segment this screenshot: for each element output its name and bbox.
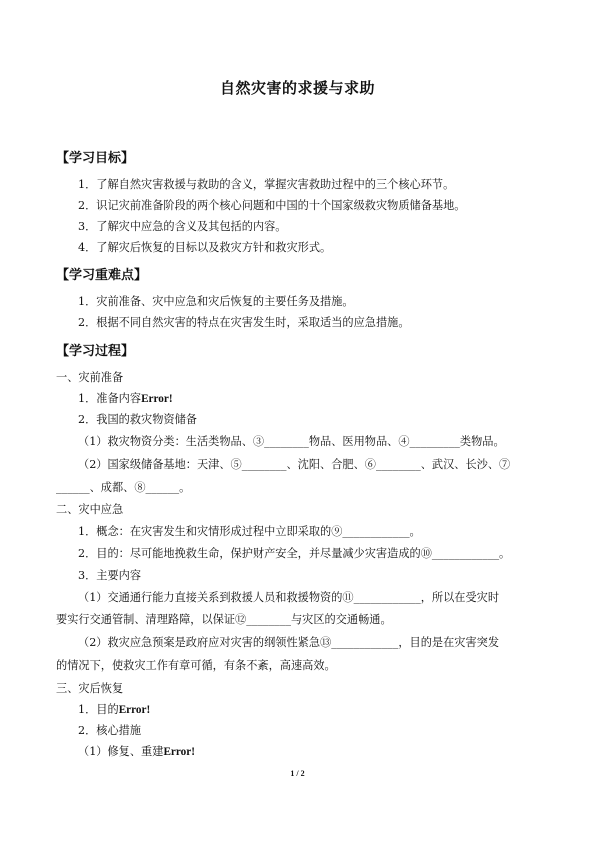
item-text: 1．准备内容 bbox=[78, 392, 142, 405]
section-2-title: 二、灾中应急 bbox=[56, 503, 124, 516]
process-heading: 【学习过程】 bbox=[56, 344, 135, 359]
section-1-item-1 bbox=[78, 392, 173, 406]
section-2-item-3: 3．主要内容 bbox=[78, 569, 142, 582]
goal-item-1: 1．了解自然灾害救援与救助的含义，掌握灾害救助过程中的三个核心环节。 bbox=[78, 178, 455, 191]
section-1-item-2-1: （1）救灾物资分类：生活类物品、③________物品、医用物品、④_________类物品。 bbox=[78, 435, 505, 448]
section-2-item-1: 1．概念：在灾害发生和灾情形成过程中立即采取的⑨____________。 bbox=[78, 525, 421, 538]
section-2-item-3-2: （2）救灾应急预案是政府应对灾害的纲领性紧急⑬____________，目的是在灾害突发 bbox=[78, 636, 500, 649]
key-point-2: 2．根据不同自然灾害的特点在灾害发生时，采取适当的应急措施。 bbox=[78, 316, 410, 329]
section-2-item-3-1: （1）交通通行能力直接关系到救援人员和救援物资的⑪____________，所以在受灾时 bbox=[78, 591, 500, 604]
section-3-item-2-1 bbox=[78, 745, 195, 759]
key-point-1: 1．灾前准备、灾中应急和灾后恢复的主要任务及措施。 bbox=[78, 295, 354, 308]
section-3-item-2: 2．核心措施 bbox=[78, 724, 142, 737]
error-text: Error! bbox=[141, 393, 173, 405]
error-text: Error! bbox=[118, 704, 151, 716]
section-2-item-3-2-cont: 的情况下，使救灾工作有章可循，有条不紊，高速高效。 bbox=[56, 659, 336, 672]
item-text: （1）修复、重建 bbox=[78, 745, 164, 758]
section-3-item-1 bbox=[78, 703, 150, 717]
section-2-item-2: 2．目的：尽可能地挽救生命，保护财产安全，并尽量减少灾害造成的⑩____________。 bbox=[78, 547, 511, 560]
page-title: 自然灾害的求援与求助 bbox=[219, 79, 375, 97]
section-1-title: 一、灾前准备 bbox=[56, 371, 124, 384]
section-1-item-2-2: （2）国家级储备基地：天津、⑤________、沈阳、合肥、⑥________、武汉、长沙、⑦ bbox=[78, 458, 511, 471]
key-points-heading: 【学习重难点】 bbox=[56, 268, 148, 283]
goal-item-4: 4．了解灾后恢复的目标以及救灾方针和救灾形式。 bbox=[78, 241, 332, 254]
error-text: Error! bbox=[163, 746, 195, 758]
goal-item-3: 3．了解灾中应急的含义及其包括的内容。 bbox=[78, 220, 287, 233]
page-number: 1 / 2 bbox=[290, 769, 305, 778]
section-3-title: 三、灾后恢复 bbox=[56, 682, 124, 695]
section-1-item-2-2-cont: ______、成都、⑧______。 bbox=[56, 481, 191, 494]
goal-item-2: 2．识记灾前准备阶段的两个核心问题和中国的十个国家级救灾物质储备基地。 bbox=[78, 199, 466, 212]
section-2-item-3-1-cont: 要实行交通管制、清理路障，以保证⑫________与灾区的交通畅通。 bbox=[56, 613, 392, 626]
goals-heading: 【学习目标】 bbox=[56, 151, 135, 166]
item-text: 1．目的 bbox=[78, 703, 119, 716]
section-1-item-2: 2．我国的救灾物资储备 bbox=[78, 413, 197, 426]
